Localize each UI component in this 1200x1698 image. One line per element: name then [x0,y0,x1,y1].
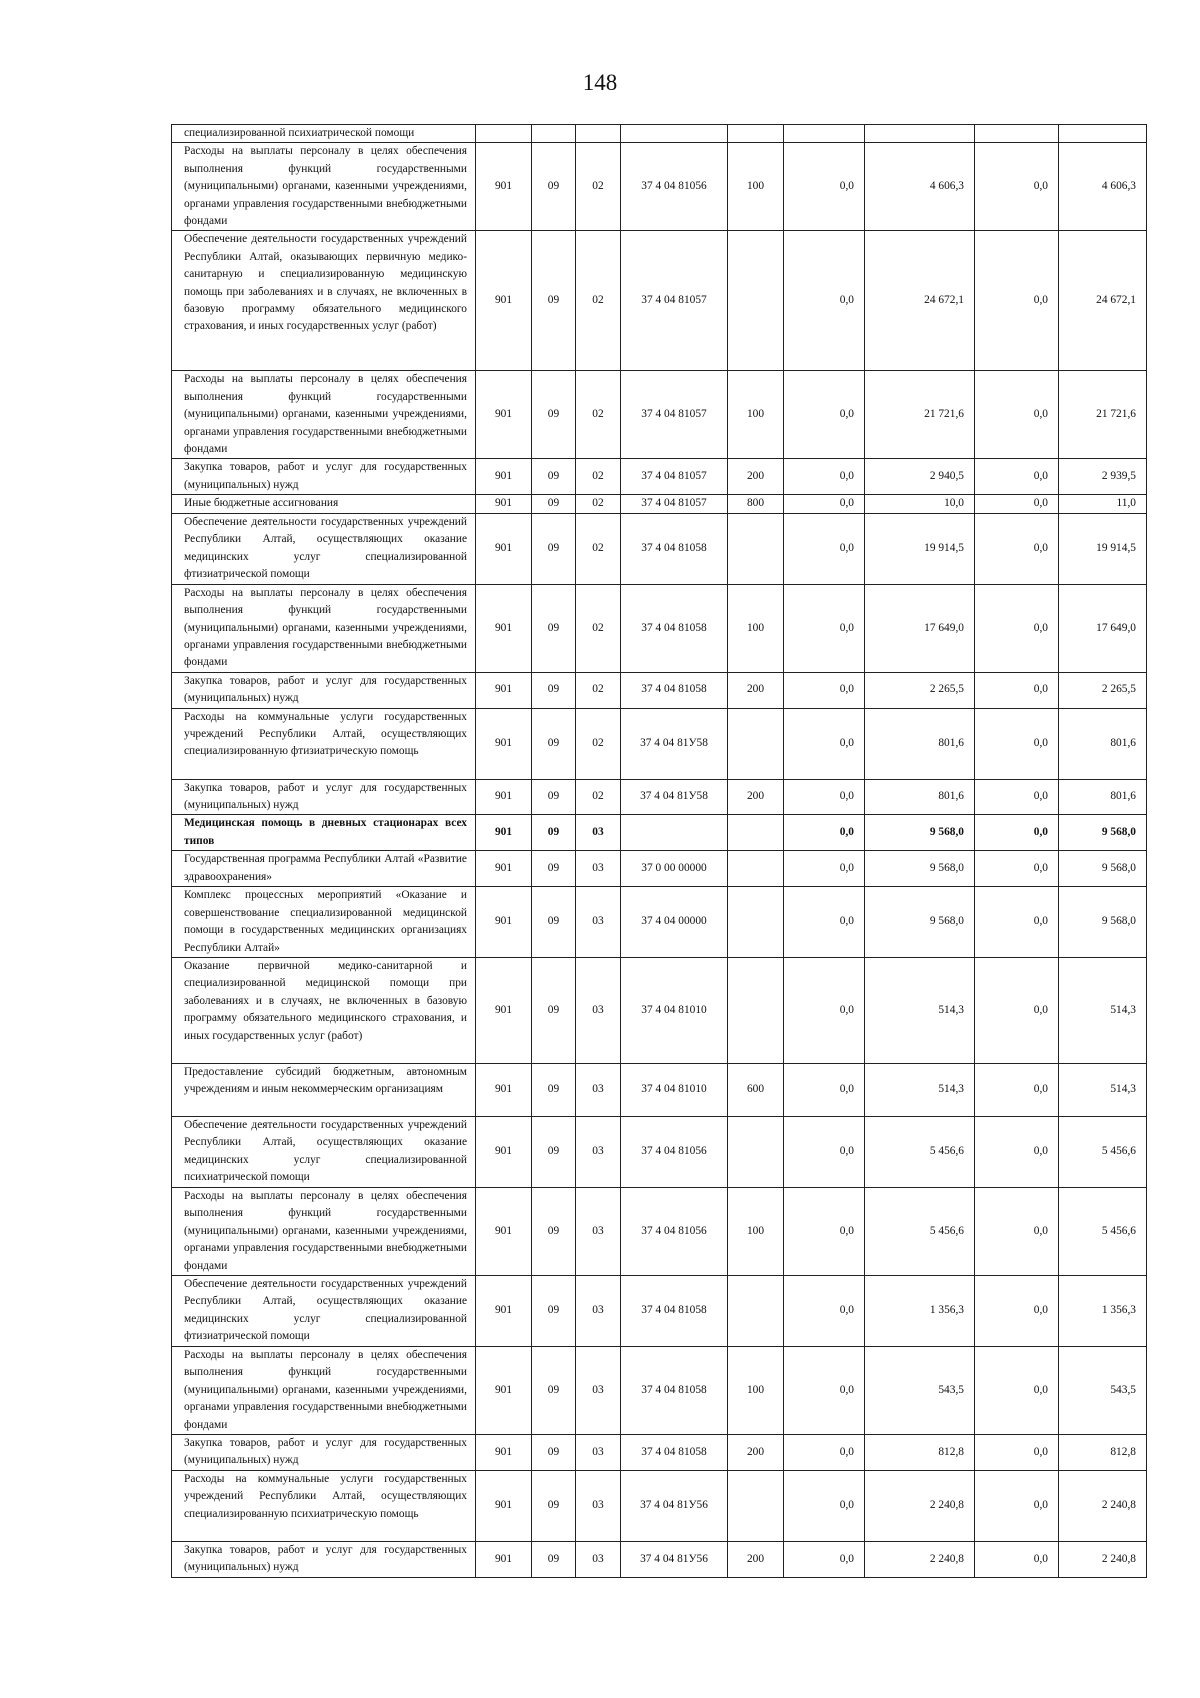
admin-code: 901 [476,851,532,887]
amount-column-2: 2 240,8 [865,1470,975,1541]
admin-code: 901 [476,231,532,371]
amount-column-1: 0,0 [784,231,865,371]
row-description: Закупка товаров, работ и услуг для государственных (муниципальных) нужд [172,1541,476,1577]
expense-type-code [728,125,784,143]
target-item-code [621,125,728,143]
amount-column-3: 0,0 [975,1063,1059,1116]
amount-column-4: 5 456,6 [1059,1187,1147,1275]
row-description: Иные бюджетные ассигнования [172,495,476,513]
subsection-code: 02 [576,672,621,708]
table-row [172,1276,1147,1347]
amount-column-2: 2 240,8 [865,1541,975,1577]
section-code: 09 [532,1435,576,1471]
subsection-code: 02 [576,779,621,815]
target-item-code: 37 4 04 81058 [621,584,728,672]
amount-column-2: 5 456,6 [865,1187,975,1275]
expense-type-code: 100 [728,1347,784,1435]
table-row [172,231,1147,371]
section-code: 09 [532,1470,576,1541]
amount-column-1: 0,0 [784,1435,865,1471]
section-code [532,125,576,143]
amount-column-4: 2 939,5 [1059,459,1147,495]
admin-code: 901 [476,1276,532,1347]
amount-column-3: 0,0 [975,513,1059,584]
section-code: 09 [532,1541,576,1577]
table-row [172,1063,1147,1116]
amount-column-1: 0,0 [784,851,865,887]
expense-type-code [728,708,784,779]
amount-column-3: 0,0 [975,851,1059,887]
amount-column-4: 9 568,0 [1059,851,1147,887]
amount-column-3: 0,0 [975,1435,1059,1471]
target-item-code: 37 4 04 81У58 [621,779,728,815]
page-number: 148 [582,70,618,95]
row-description: Расходы на выплаты персоналу в целях обеспечения выполнения функций государственными (муниципальными) органами, казенными учреждениями, органами управления государственными внебюджетными фондами [172,143,476,231]
table-row [172,851,1147,887]
amount-column-2: 9 568,0 [865,815,975,851]
amount-column-3: 0,0 [975,143,1059,231]
section-code: 09 [532,371,576,459]
row-description: Расходы на выплаты персоналу в целях обеспечения выполнения функций государственными (муниципальными) органами, казенными учреждениями, органами управления государственными внебюджетными фондами [172,584,476,672]
expense-type-code: 100 [728,371,784,459]
section-code: 09 [532,779,576,815]
table-row [172,1470,1147,1541]
subsection-code: 02 [576,513,621,584]
section-code: 09 [532,672,576,708]
table-row [172,957,1147,1063]
table-row [172,887,1147,958]
expense-type-code [728,231,784,371]
admin-code: 901 [476,1063,532,1116]
amount-column-2: 801,6 [865,708,975,779]
table-row [172,1347,1147,1435]
amount-column-2: 2 265,5 [865,672,975,708]
amount-column-2: 9 568,0 [865,851,975,887]
amount-column-3: 0,0 [975,1470,1059,1541]
row-description: Закупка товаров, работ и услуг для государственных (муниципальных) нужд [172,459,476,495]
admin-code: 901 [476,779,532,815]
expense-type-code [728,513,784,584]
section-code: 09 [532,231,576,371]
amount-column-3: 0,0 [975,495,1059,513]
expense-type-code [728,1470,784,1541]
amount-column-1: 0,0 [784,1541,865,1577]
amount-column-2: 5 456,6 [865,1116,975,1187]
amount-column-3: 0,0 [975,231,1059,371]
table-row [172,1435,1147,1471]
amount-column-3: 0,0 [975,672,1059,708]
row-description: Закупка товаров, работ и услуг для государственных (муниципальных) нужд [172,1435,476,1471]
section-code: 09 [532,459,576,495]
amount-column-2: 543,5 [865,1347,975,1435]
amount-column-4: 4 606,3 [1059,143,1147,231]
amount-column-4: 2 240,8 [1059,1470,1147,1541]
amount-column-1: 0,0 [784,957,865,1063]
amount-column-3: 0,0 [975,459,1059,495]
target-item-code: 37 4 04 81056 [621,1116,728,1187]
table-row [172,513,1147,584]
subsection-code: 02 [576,143,621,231]
expense-type-code: 200 [728,779,784,815]
section-code: 09 [532,495,576,513]
amount-column-4: 2 240,8 [1059,1541,1147,1577]
amount-column-2: 2 940,5 [865,459,975,495]
admin-code: 901 [476,887,532,958]
subsection-code: 02 [576,231,621,371]
target-item-code [621,815,728,851]
row-description: Закупка товаров, работ и услуг для государственных (муниципальных) нужд [172,672,476,708]
subsection-code [576,125,621,143]
amount-column-1 [784,125,865,143]
amount-column-2: 514,3 [865,957,975,1063]
row-description: Государственная программа Республики Алтай «Развитие здравоохранения» [172,851,476,887]
section-code: 09 [532,708,576,779]
expense-type-code: 800 [728,495,784,513]
table-row [172,495,1147,513]
admin-code: 901 [476,708,532,779]
amount-column-1: 0,0 [784,887,865,958]
amount-column-3: 0,0 [975,1116,1059,1187]
admin-code: 901 [476,1435,532,1471]
table-body [172,125,1147,1578]
amount-column-2: 812,8 [865,1435,975,1471]
section-code: 09 [532,1187,576,1275]
section-code: 09 [532,887,576,958]
amount-column-1: 0,0 [784,513,865,584]
expense-type-code: 100 [728,1187,784,1275]
section-code: 09 [532,513,576,584]
target-item-code: 37 4 04 81056 [621,143,728,231]
subsection-code: 03 [576,1063,621,1116]
admin-code: 901 [476,1470,532,1541]
amount-column-3 [975,125,1059,143]
table-row [172,371,1147,459]
budget-table [171,124,1147,1578]
expense-type-code [728,851,784,887]
admin-code: 901 [476,672,532,708]
section-code: 09 [532,1276,576,1347]
subsection-code: 03 [576,815,621,851]
subsection-code: 03 [576,851,621,887]
subsection-code: 02 [576,495,621,513]
subsection-code: 02 [576,584,621,672]
table-row [172,708,1147,779]
row-description: Обеспечение деятельности государственных учреждений Республики Алтай, осуществляющих оказание медицинских услуг специализированной фтизиатрической помощи [172,1276,476,1347]
amount-column-3: 0,0 [975,1187,1059,1275]
row-description: Расходы на коммунальные услуги государственных учреждений Республики Алтай, осуществляющих специализированную фтизиатрическую помощь [172,708,476,779]
expense-type-code: 100 [728,143,784,231]
amount-column-4: 2 265,5 [1059,672,1147,708]
expense-type-code: 200 [728,1435,784,1471]
amount-column-2: 9 568,0 [865,887,975,958]
expense-type-code: 200 [728,1541,784,1577]
target-item-code: 37 4 04 81058 [621,1435,728,1471]
amount-column-2: 4 606,3 [865,143,975,231]
amount-column-3: 0,0 [975,584,1059,672]
target-item-code: 37 4 04 81058 [621,1276,728,1347]
expense-type-code [728,815,784,851]
table-row [172,779,1147,815]
table-row [172,584,1147,672]
amount-column-3: 0,0 [975,779,1059,815]
subsection-code: 03 [576,1116,621,1187]
expense-type-code [728,957,784,1063]
amount-column-1: 0,0 [784,1063,865,1116]
section-code: 09 [532,851,576,887]
amount-column-3: 0,0 [975,957,1059,1063]
subsection-code: 03 [576,1276,621,1347]
admin-code: 901 [476,815,532,851]
section-code: 09 [532,584,576,672]
amount-column-1: 0,0 [784,1347,865,1435]
amount-column-2: 24 672,1 [865,231,975,371]
table-row [172,1541,1147,1577]
admin-code: 901 [476,1541,532,1577]
expense-type-code [728,1116,784,1187]
expense-type-code [728,1276,784,1347]
amount-column-1: 0,0 [784,143,865,231]
expense-type-code: 600 [728,1063,784,1116]
table-row [172,459,1147,495]
subsection-code: 03 [576,1347,621,1435]
amount-column-3: 0,0 [975,1276,1059,1347]
subsection-code: 02 [576,459,621,495]
amount-column-4: 19 914,5 [1059,513,1147,584]
amount-column-1: 0,0 [784,1187,865,1275]
subsection-code: 02 [576,708,621,779]
amount-column-3: 0,0 [975,708,1059,779]
amount-column-4: 21 721,6 [1059,371,1147,459]
row-description: Обеспечение деятельности государственных учреждений Республики Алтай, осуществляющих оказание медицинских услуг специализированной психиатрической помощи [172,1116,476,1187]
section-code: 09 [532,1116,576,1187]
row-description: специализированной психиатрической помощи [172,125,476,143]
amount-column-4: 9 568,0 [1059,887,1147,958]
admin-code: 901 [476,513,532,584]
expense-type-code [728,887,784,958]
subsection-code: 03 [576,1470,621,1541]
subsection-code: 02 [576,371,621,459]
amount-column-4: 5 456,6 [1059,1116,1147,1187]
target-item-code: 37 4 04 81010 [621,1063,728,1116]
amount-column-4: 9 568,0 [1059,815,1147,851]
amount-column-4: 801,6 [1059,779,1147,815]
amount-column-2 [865,125,975,143]
admin-code: 901 [476,495,532,513]
amount-column-1: 0,0 [784,672,865,708]
admin-code: 901 [476,584,532,672]
amount-column-4: 801,6 [1059,708,1147,779]
amount-column-4: 514,3 [1059,957,1147,1063]
amount-column-2: 19 914,5 [865,513,975,584]
row-description: Обеспечение деятельности государственных учреждений Республики Алтай, оказывающих первичную медико-санитарную и специализированную медицинскую помощь при заболеваниях и в случаях, не включенных в базовую программу обязательного медицинского страхования, и иных государственных услуг (работ) [172,231,476,371]
table-row [172,1116,1147,1187]
expense-type-code: 200 [728,672,784,708]
target-item-code: 37 4 04 81057 [621,459,728,495]
table-row [172,672,1147,708]
amount-column-1: 0,0 [784,584,865,672]
amount-column-1: 0,0 [784,1116,865,1187]
amount-column-2: 1 356,3 [865,1276,975,1347]
section-code: 09 [532,815,576,851]
target-item-code: 37 4 04 00000 [621,887,728,958]
table-row [172,143,1147,231]
row-description: Расходы на выплаты персоналу в целях обеспечения выполнения функций государственными (муниципальными) органами, казенными учреждениями, органами управления государственными внебюджетными фондами [172,1187,476,1275]
target-item-code: 37 4 04 81057 [621,495,728,513]
target-item-code: 37 4 04 81057 [621,371,728,459]
section-code: 09 [532,143,576,231]
target-item-code: 37 4 04 81056 [621,1187,728,1275]
amount-column-1: 0,0 [784,371,865,459]
amount-column-2: 801,6 [865,779,975,815]
target-item-code: 37 4 04 81У58 [621,708,728,779]
amount-column-1: 0,0 [784,815,865,851]
row-description: Оказание первичной медико-санитарной и специализированной медицинской помощи при заболеваниях и в случаях, не включенных в базовую программу обязательного медицинского страхования, и иных государственных услуг (работ) [172,957,476,1063]
table-row [172,815,1147,851]
amount-column-4: 514,3 [1059,1063,1147,1116]
admin-code: 901 [476,459,532,495]
row-description: Комплекс процессных мероприятий «Оказание и совершенствование специализированной медицинской помощи в государственных медицинских организациях Республики Алтай» [172,887,476,958]
expense-type-code: 200 [728,459,784,495]
amount-column-4: 24 672,1 [1059,231,1147,371]
amount-column-2: 514,3 [865,1063,975,1116]
amount-column-3: 0,0 [975,1541,1059,1577]
row-description: Предоставление субсидий бюджетным, автономным учреждениям и иным некоммерческим организациям [172,1063,476,1116]
section-code: 09 [532,1063,576,1116]
row-description: Закупка товаров, работ и услуг для государственных (муниципальных) нужд [172,779,476,815]
amount-column-2: 17 649,0 [865,584,975,672]
amount-column-1: 0,0 [784,708,865,779]
admin-code: 901 [476,1116,532,1187]
admin-code: 901 [476,143,532,231]
amount-column-2: 10,0 [865,495,975,513]
admin-code: 901 [476,957,532,1063]
amount-column-1: 0,0 [784,1276,865,1347]
row-description: Расходы на коммунальные услуги государственных учреждений Республики Алтай, осуществляющих специализированную психиатрическую помощь [172,1470,476,1541]
amount-column-4: 1 356,3 [1059,1276,1147,1347]
admin-code: 901 [476,371,532,459]
target-item-code: 37 0 00 00000 [621,851,728,887]
amount-column-4 [1059,125,1147,143]
admin-code [476,125,532,143]
expense-type-code: 100 [728,584,784,672]
subsection-code: 03 [576,1435,621,1471]
amount-column-4: 543,5 [1059,1347,1147,1435]
section-code: 09 [532,1347,576,1435]
subsection-code: 03 [576,957,621,1063]
amount-column-4: 812,8 [1059,1435,1147,1471]
section-code: 09 [532,957,576,1063]
amount-column-2: 21 721,6 [865,371,975,459]
amount-column-1: 0,0 [784,779,865,815]
row-description: Расходы на выплаты персоналу в целях обеспечения выполнения функций государственными (муниципальными) органами, казенными учреждениями, органами управления государственными внебюджетными фондами [172,1347,476,1435]
row-description: Расходы на выплаты персоналу в целях обеспечения выполнения функций государственными (муниципальными) органами, казенными учреждениями, органами управления государственными внебюджетными фондами [172,371,476,459]
admin-code: 901 [476,1347,532,1435]
amount-column-3: 0,0 [975,887,1059,958]
target-item-code: 37 4 04 81057 [621,231,728,371]
amount-column-3: 0,0 [975,371,1059,459]
subsection-code: 03 [576,1187,621,1275]
amount-column-4: 17 649,0 [1059,584,1147,672]
amount-column-1: 0,0 [784,1470,865,1541]
amount-column-4: 11,0 [1059,495,1147,513]
amount-column-3: 0,0 [975,815,1059,851]
table-row [172,1187,1147,1275]
target-item-code: 37 4 04 81010 [621,957,728,1063]
subsection-code: 03 [576,1541,621,1577]
target-item-code: 37 4 04 81058 [621,1347,728,1435]
table-row [172,125,1147,143]
target-item-code: 37 4 04 81У56 [621,1541,728,1577]
admin-code: 901 [476,1187,532,1275]
amount-column-1: 0,0 [784,459,865,495]
subsection-code: 03 [576,887,621,958]
row-description: Обеспечение деятельности государственных учреждений Республики Алтай, осуществляющих оказание медицинских услуг специализированной фтизиатрической помощи [172,513,476,584]
target-item-code: 37 4 04 81У56 [621,1470,728,1541]
amount-column-1: 0,0 [784,495,865,513]
target-item-code: 37 4 04 81058 [621,672,728,708]
row-description: Медицинская помощь в дневных стационарах всех типов [172,815,476,851]
amount-column-3: 0,0 [975,1347,1059,1435]
target-item-code: 37 4 04 81058 [621,513,728,584]
